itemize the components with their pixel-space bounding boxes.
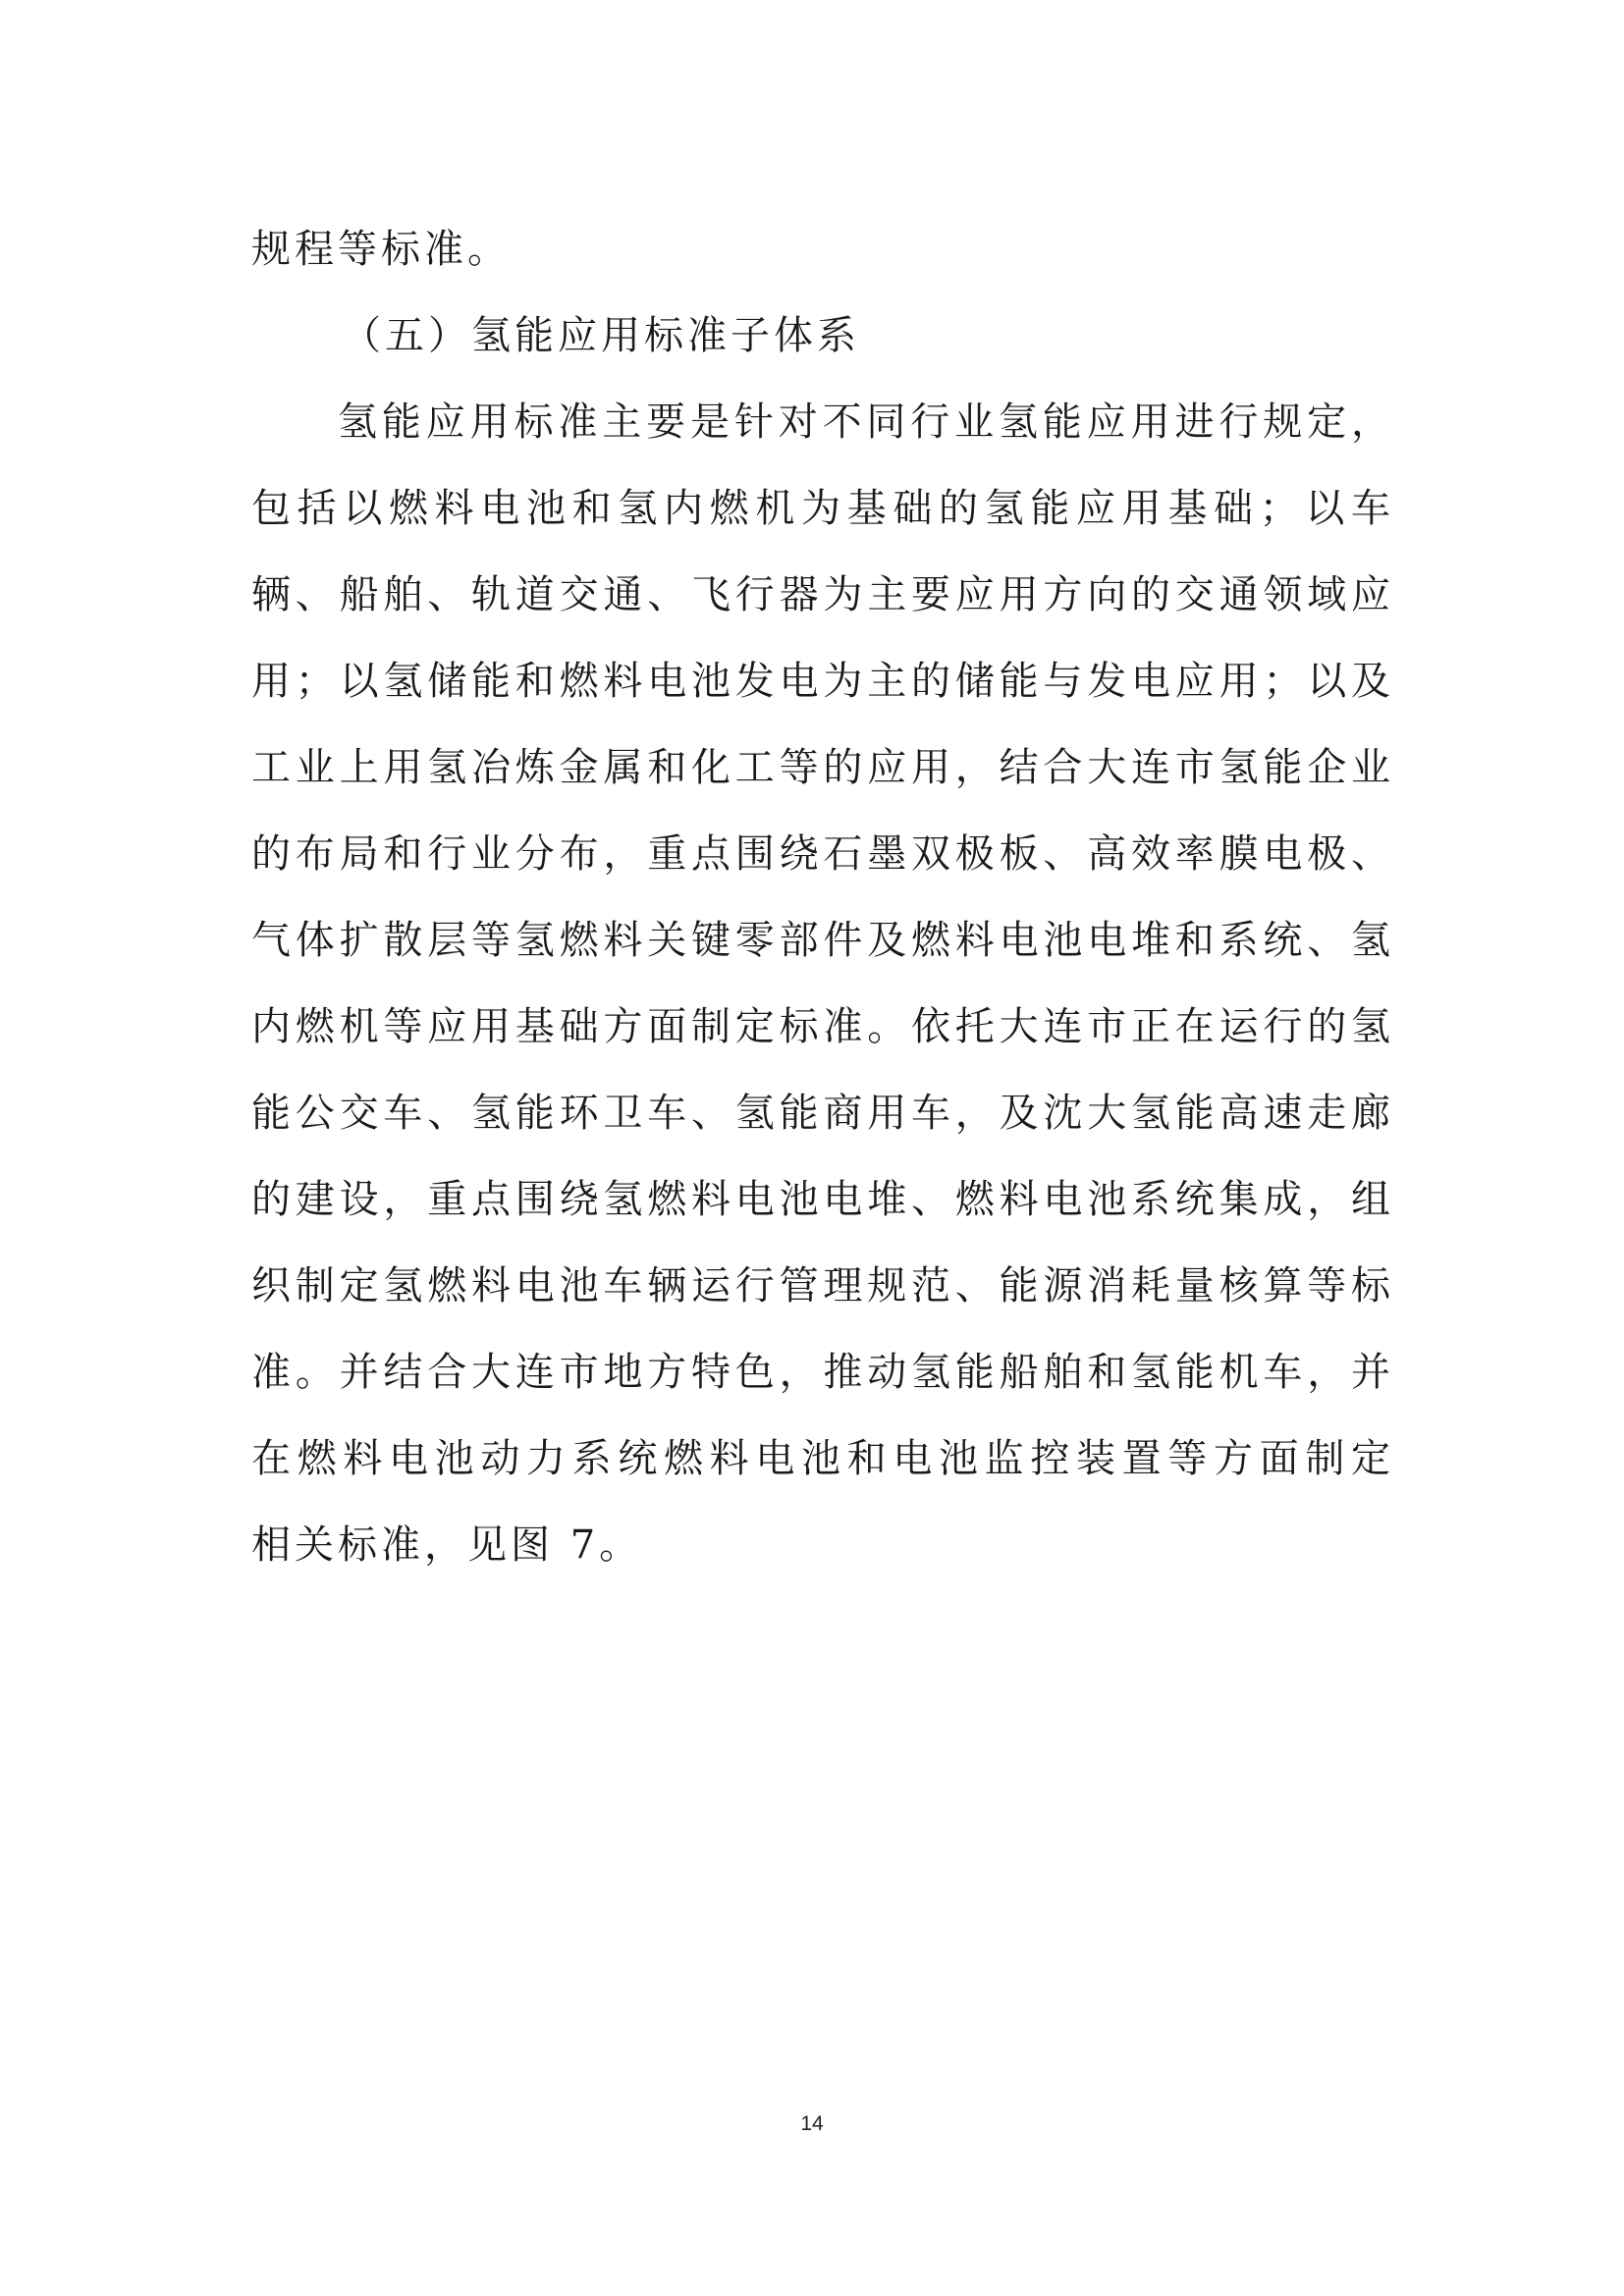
- section-heading: （五）氢能应用标准子体系: [342, 313, 860, 358]
- continued-text-line: 规程等标准。: [251, 227, 511, 272]
- paragraph-line: 的建设，重点围绕氢燃料电池电堆、燃料电池系统集成，组: [251, 1177, 1390, 1222]
- paragraph: [251, 379, 1390, 1588]
- paragraph-line: 准。并结合大连市地方特色，推动氢能船舶和氢能机车，并: [251, 1350, 1390, 1395]
- paragraph-line: 包括以燃料电池和氢内燃机为基础的氢能应用基础；以车: [251, 486, 1390, 531]
- paragraph-line: 在燃料电池动力系统燃料电池和电池监控装置等方面制定: [251, 1436, 1390, 1481]
- paragraph-line: 气体扩散层等氢燃料关键零部件及燃料电池电堆和系统、氢: [251, 918, 1390, 963]
- paragraph-line: 织制定氢燃料电池车辆运行管理规范、能源消耗量核算等标: [251, 1263, 1390, 1308]
- paragraph-line: 辆、船舶、轨道交通、飞行器为主要应用方向的交通领域应: [251, 572, 1390, 617]
- paragraph-line: 工业上用氢冶炼金属和化工等的应用，结合大连市氢能企业: [251, 745, 1390, 790]
- page-number: 14: [800, 2112, 824, 2135]
- paragraph-line: 能公交车、氢能环卫车、氢能商用车，及沈大氢能高速走廊: [251, 1091, 1390, 1136]
- page-body: [251, 206, 1390, 1588]
- paragraph-last-line: 相关标准，见图 7。: [251, 1522, 643, 1568]
- paragraph-line: 氢能应用标准主要是针对不同行业氢能应用进行规定，: [338, 400, 1390, 445]
- paragraph-line: 用；以氢储能和燃料电池发电为主的储能与发电应用；以及: [251, 659, 1390, 704]
- paragraph-line: 的布局和行业分布，重点围绕石墨双极板、高效率膜电极、: [251, 831, 1390, 877]
- paragraph-line: 内燃机等应用基础方面制定标准。依托大连市正在运行的氢: [251, 1004, 1390, 1049]
